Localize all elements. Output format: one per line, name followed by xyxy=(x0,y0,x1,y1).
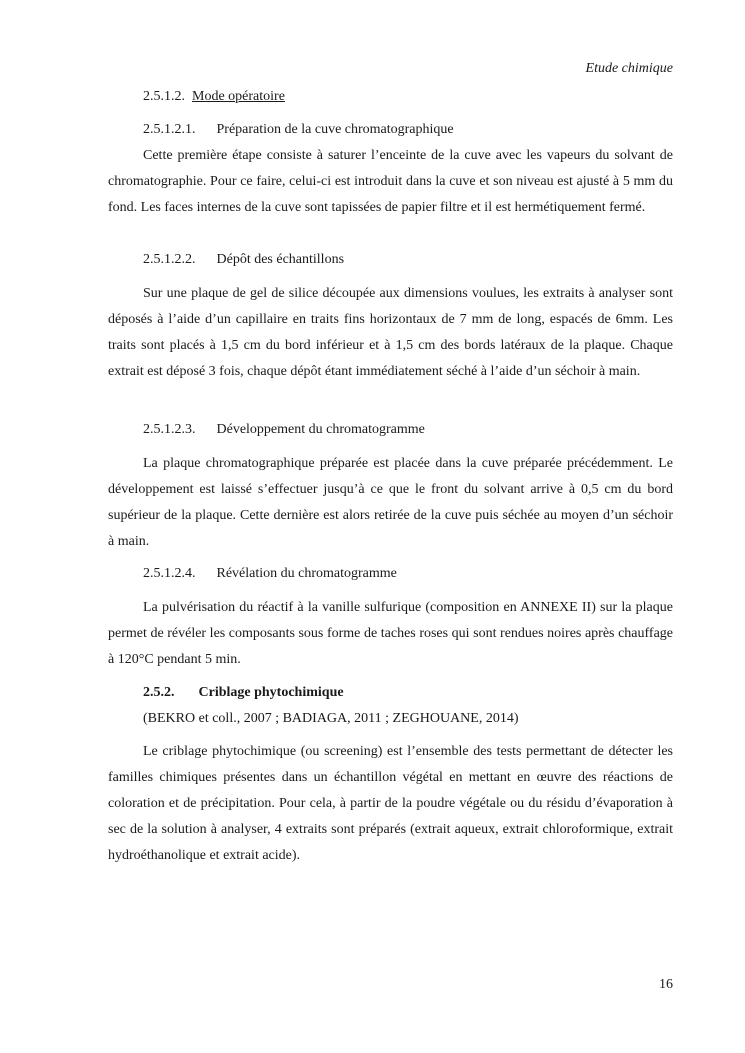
heading-title: Dépôt des échantillons xyxy=(216,252,345,267)
heading-number: 2.5.1.2.1. xyxy=(143,122,196,137)
heading-title: Développement du chromatogramme xyxy=(216,422,425,437)
heading-2-5-1-2-1 xyxy=(143,122,454,138)
heading-2-5-1-2-3 xyxy=(143,422,425,438)
heading-2-5-1-2 xyxy=(143,89,285,105)
heading-title: Préparation de la cuve chromatographique xyxy=(216,122,454,137)
heading-title: Mode opératoire xyxy=(192,89,285,104)
paragraph-text: Sur une plaque de gel de silice découpée aux dimensions voulues, les extraits à analyser sont déposés à l’aide d’un capillaire en traits fins horizontaux de 7 mm de long, espacés de 6mm. Les traits sont placés à 1,5 cm du bord inférieur et à 1,5 cm des bords latéraux de la plaque. Chaque extrait est déposé 3 fois, chaque dépôt étant immédiatement séché à l’aide d’un séchoir à main. xyxy=(108,286,673,379)
paragraph-text: La plaque chromatographique préparée est placée dans la cuve préparée précédemment. Le développement est laissé s’effectuer jusqu’à ce que le front du solvant arrive à 0,5 cm du bord supérieur de la plaque. Cette dernière est alors retirée de la cuve puis séchée au moyen d’un séchoir à main. xyxy=(108,456,673,549)
paragraph-text: Cette première étape consiste à saturer l’enceinte de la cuve avec les vapeurs du solvant de chromatographie. Pour ce faire, celui-ci est introduit dans la cuve et son niveau est ajusté à 5 mm du fond. Les faces internes de la cuve sont tapissées de papier filtre et il est hermétiquement fermé. xyxy=(108,148,673,215)
paragraph-cuve xyxy=(108,143,673,221)
heading-number: 2.5.1.2.3. xyxy=(143,422,196,437)
paragraph-developpement xyxy=(108,451,673,555)
heading-2-5-1-2-2 xyxy=(143,252,344,268)
paragraph-text: Le criblage phytochimique (ou screening) est l’ensemble des tests permettant de détecter les familles chimiques présentes dans un échantillon végétal en mettant en œuvre des réactions de coloration et de précipitation. Pour cela, à partir de la poudre végétale ou du résidu d’évaporation à sec de la solution à analyser, 4 extraits sont préparés (extrait aqueux, extrait chloroformique, extrait hydroéthanolique et extrait acide). xyxy=(108,744,673,863)
running-header: Etude chimique xyxy=(585,61,673,76)
heading-2-5-1-2-4 xyxy=(143,566,397,582)
page-number: 16 xyxy=(659,977,673,992)
paragraph-revelation xyxy=(108,595,673,673)
heading-2-5-2 xyxy=(143,685,344,701)
references-line: (BEKRO et coll., 2007 ; BADIAGA, 2011 ; ZEGHOUANE, 2014) xyxy=(143,711,519,726)
paragraph-depot xyxy=(108,281,673,385)
heading-title: Révélation du chromatogramme xyxy=(216,566,397,581)
heading-number: 2.5.2. xyxy=(143,685,175,700)
paragraph-criblage xyxy=(108,739,673,869)
heading-number: 2.5.1.2.2. xyxy=(143,252,196,267)
heading-title: Criblage phytochimique xyxy=(198,685,344,700)
heading-number: 2.5.1.2.4. xyxy=(143,566,196,581)
heading-number: 2.5.1.2. xyxy=(143,89,185,104)
paragraph-text: La pulvérisation du réactif à la vanille sulfurique (composition en ANNEXE II) sur la plaque permet de révéler les composants sous forme de taches roses qui sont rendues noires après chauffage à 120°C pendant 5 min. xyxy=(108,600,673,667)
